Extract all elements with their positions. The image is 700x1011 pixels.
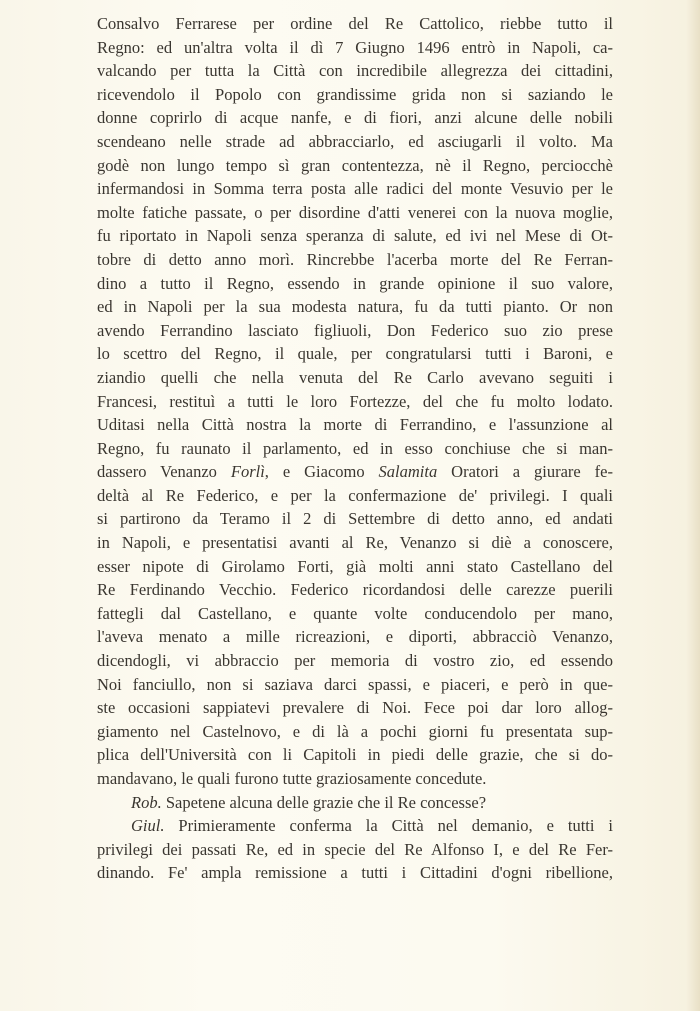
text-line: esser nipote di Girolamo Forti, già molti anni stato Castellano del [97, 556, 613, 576]
text-line: ste occasioni sappiatevi prevalere di Noi. Fece poi dar loro allog- [97, 698, 613, 718]
text-line: valcando per tutta la Città con incredibile allegrezza dei cittadini, [97, 61, 613, 81]
text-line: giamento nel Castelnovo, e di là a pochi giorni fu presentata sup- [97, 721, 613, 741]
italic-text: Salamita [378, 462, 438, 482]
text-line: Re Ferdinando Vecchio. Federico ricordandosi delle carezze puerili [97, 580, 613, 600]
text-line: lo scettro del Regno, il quale, per congratularsi tutti i Baroni, e [97, 344, 613, 364]
text-segment: Sapetene alcuna delle grazie che il Re concesse? [161, 792, 487, 812]
text-line: Uditasi nella Città nostra la morte di Ferrandino, e l'assunzione al [97, 415, 613, 435]
text-line: dinando. Fe' ampla remissione a tutti i Cittadini d'ogni ribellione, [97, 863, 613, 883]
text-line: deltà al Re Federico, e per la confermazione de' privilegi. I quali [97, 485, 613, 505]
text-line: ed in Napoli per la sua modesta natura, fu da tutti pianto. Or non [97, 297, 613, 317]
text-line: ziandio quelli che nella venuta del Re Carlo avevano seguiti i [97, 367, 613, 387]
text-line: privilegi dei passati Re, ed in specie del Re Alfonso I, e del Re Fer- [97, 839, 613, 859]
text-line: si partirono da Teramo il 2 di Settembre di detto anno, ed andati [97, 509, 613, 529]
text-line [97, 460, 613, 484]
text-line: dicendogli, vi abbraccio per memoria di vostro zio, ed essendo [97, 651, 613, 671]
text-line: Regno: ed un'altra volta il dì 7 Giugno 1496 entrò in Napoli, ca- [97, 37, 613, 57]
text-line: fattegli dal Castellano, e quante volte conducendolo per mano, [97, 603, 613, 623]
text-line [97, 814, 613, 838]
text-line: Consalvo Ferrarese per ordine del Re Cattolico, riebbe tutto il [97, 14, 613, 33]
text-line: l'aveva menato a mille ricreazioni, e diporti, abbracciò Venanzo, [97, 627, 613, 647]
text-line: infermandosi in Somma terra posta alle radici del monte Vesuvio per le [97, 179, 613, 199]
text-line: Noi fanciullo, non si saziava darci spassi, e piaceri, e però in que- [97, 674, 613, 694]
text-segment: , e Giacomo [264, 462, 379, 482]
text-segment: Oratori a giurare fe- [437, 462, 613, 482]
text-line: Regno, fu raunato il parlamento, ed in esso conchiuse che si man- [97, 438, 613, 458]
text-line: dino a tutto il Regno, essendo in grande opinione il suo valore, [97, 273, 613, 293]
body-text [97, 12, 613, 885]
text-segment: dassero Venanzo [97, 462, 231, 482]
italic-text: Forlì [230, 462, 265, 482]
text-line: molte fatiche passate, o per disordine d'atti venerei con la nuova moglie, [97, 202, 613, 222]
text-line: fu riportato in Napoli senza speranza di salute, ed ivi nel Mese di Ot- [97, 226, 613, 246]
text-line: avendo Ferrandino lasciato figliuoli, Don Federico suo zio prese [97, 320, 613, 340]
italic-text: Giul. [131, 816, 165, 836]
text-line: ricevendolo il Popolo con grandissime grida non si saziando le [97, 84, 613, 104]
text-line: Francesi, restituì a tutti le loro Fortezze, del che fu molto lodato. [97, 391, 613, 411]
page-edge-shadow [686, 0, 700, 1011]
text-line: mandavano, le quali furono tutte graziosamente concedute. [97, 769, 487, 788]
text-segment: Primieramente conferma la Città nel demanio, e tutti i [164, 816, 613, 836]
text-line: scendeano nelle strade ad abbracciarlo, ed asciugarli il volto. Ma [97, 131, 613, 151]
italic-text: Rob. [131, 792, 162, 812]
text-line: donne coprirlo di acque nanfe, e di fiori, anzi alcune delle nobili [97, 108, 613, 128]
text-line [97, 791, 613, 815]
text-line: plica dell'Università con li Capitoli in piedi delle grazie, che si do- [97, 745, 613, 765]
text-line: godè non lungo tempo sì gran contentezza, nè il Regno, perciocchè [97, 155, 613, 175]
text-line: tobre di detto anno morì. Rincrebbe l'acerba morte del Re Ferran- [97, 249, 613, 269]
text-line: in Napoli, e presentatisi avanti al Re, Venanzo si diè a conoscere, [97, 533, 613, 553]
